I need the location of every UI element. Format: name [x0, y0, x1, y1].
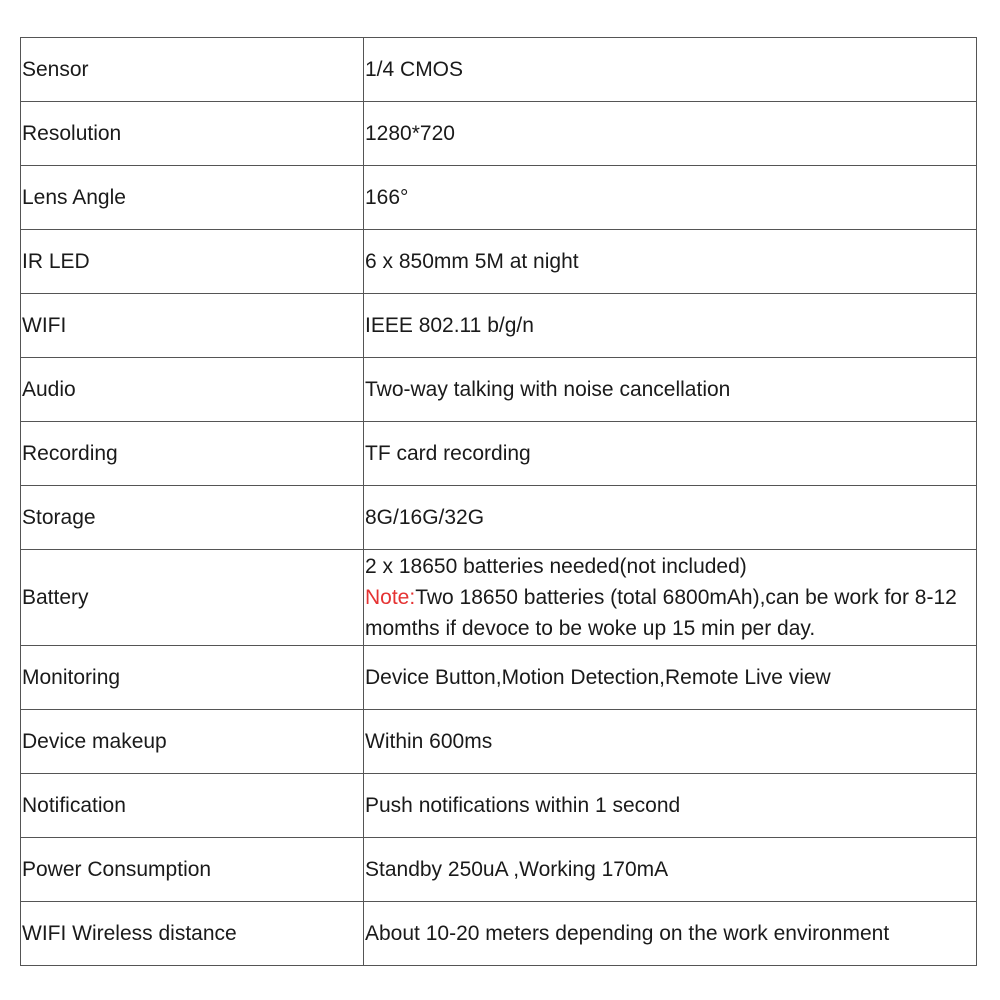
spec-label: Recording	[21, 422, 364, 486]
battery-requirement: 2 x 18650 batteries needed(not included)	[365, 555, 747, 578]
spec-row-device-makeup	[21, 710, 977, 774]
spec-value: IEEE 802.11 b/g/n	[364, 294, 977, 358]
spec-label: WIFI Wireless distance	[21, 902, 364, 966]
spec-row-audio	[21, 358, 977, 422]
spec-row-storage	[21, 486, 977, 550]
note-text: Two 18650 batteries (total 6800mAh),can be work for 8-12	[415, 586, 957, 609]
spec-label: Audio	[21, 358, 364, 422]
spec-row-monitoring	[21, 646, 977, 710]
spec-value: 8G/16G/32G	[364, 486, 977, 550]
spec-value: Within 600ms	[364, 710, 977, 774]
spec-value: 1/4 CMOS	[364, 38, 977, 102]
spec-row-ir-led	[21, 230, 977, 294]
spec-value-battery	[364, 550, 977, 646]
spec-value: 6 x 850mm 5M at night	[364, 230, 977, 294]
spec-row-lens-angle	[21, 166, 977, 230]
spec-row-recording	[21, 422, 977, 486]
spec-value: Standby 250uA ,Working 170mA	[364, 838, 977, 902]
spec-label: Power Consumption	[21, 838, 364, 902]
spec-value: Two-way talking with noise cancellation	[364, 358, 977, 422]
spec-value: About 10-20 meters depending on the work environment	[364, 902, 977, 966]
spec-row-battery	[21, 550, 977, 646]
spec-label: Device makeup	[21, 710, 364, 774]
spec-row-wifi-wireless-distance	[21, 902, 977, 966]
spec-value: Push notifications within 1 second	[364, 774, 977, 838]
spec-row-notification	[21, 774, 977, 838]
spec-value: TF card recording	[364, 422, 977, 486]
spec-label: Storage	[21, 486, 364, 550]
spec-label: Sensor	[21, 38, 364, 102]
spec-row-resolution	[21, 102, 977, 166]
spec-row-power-consumption	[21, 838, 977, 902]
note-label: Note:	[365, 586, 416, 609]
spec-value: 166°	[364, 166, 977, 230]
spec-row-sensor	[21, 38, 977, 102]
spec-table	[20, 37, 977, 966]
spec-label: WIFI	[21, 294, 364, 358]
battery-note-continued: momths if devoce to be woke up 15 min per day.	[365, 617, 816, 640]
spec-label: Monitoring	[21, 646, 364, 710]
spec-label: Resolution	[21, 102, 364, 166]
spec-value: Device Button,Motion Detection,Remote Live view	[364, 646, 977, 710]
spec-label: Battery	[21, 550, 364, 646]
spec-row-wifi	[21, 294, 977, 358]
spec-label: Notification	[21, 774, 364, 838]
battery-note	[365, 582, 976, 613]
spec-label: Lens Angle	[21, 166, 364, 230]
spec-label: IR LED	[21, 230, 364, 294]
spec-value: 1280*720	[364, 102, 977, 166]
